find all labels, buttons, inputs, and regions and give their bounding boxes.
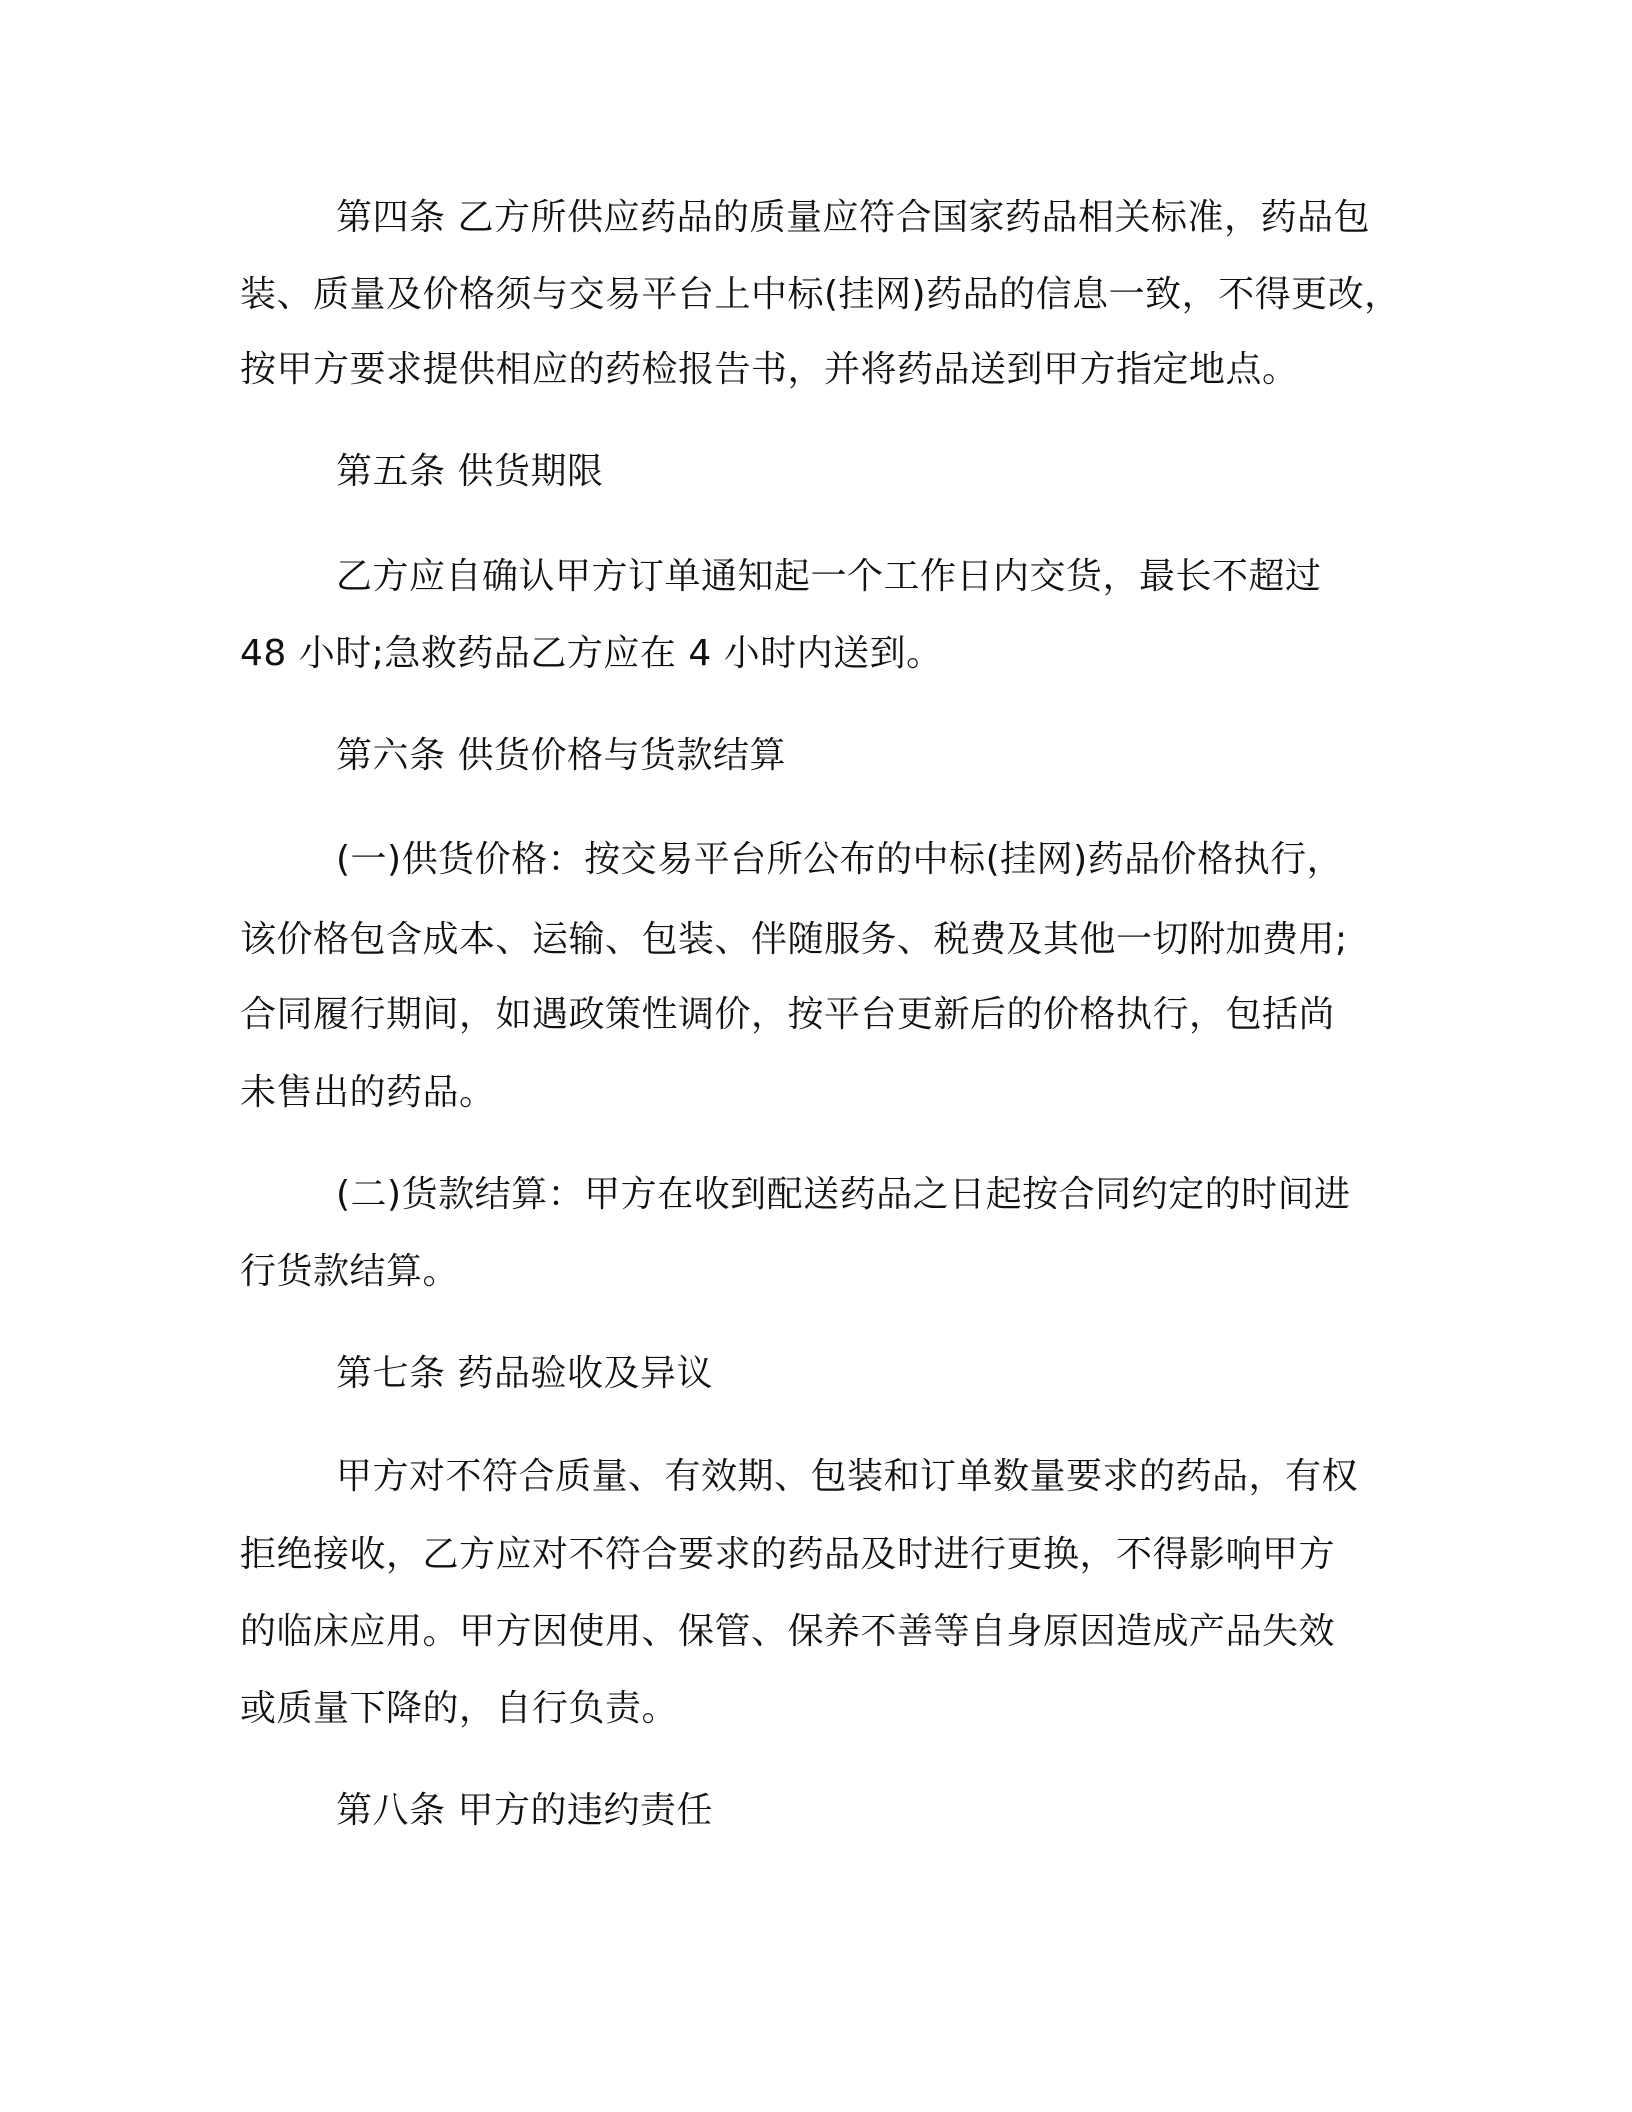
article-7-line-1: 甲方对不符合质量、有效期、包装和订单数量要求的药品，有权 [336, 1456, 1359, 1497]
article-7-line-3: 的临床应用。甲方因使用、保管、保养不善等自身原因造成产品失效 [240, 1611, 1336, 1652]
article-5-heading: 第五条 供货期限 [336, 451, 604, 492]
article-5-line-1: 乙方应自确认甲方订单通知起一个工作日内交货，最长不超过 [336, 556, 1322, 597]
article-6-heading: 第六条 供货价格与货款结算 [336, 735, 786, 776]
article-6-price-line-1: (一)供货价格：按交易平台所公布的中标(挂网)药品价格执行， [336, 839, 1344, 880]
article-7-heading: 第七条 药品验收及异议 [336, 1353, 713, 1394]
article-7-line-2: 拒绝接收，乙方应对不符合要求的药品及时进行更换，不得影响甲方 [240, 1534, 1336, 1575]
article-6-settlement-line-1: (二)货款结算：甲方在收到配送药品之日起按合同约定的时间进 [336, 1174, 1351, 1215]
article-6-price-line-3: 合同履行期间，如遇政策性调价，按平台更新后的价格执行，包括尚 [240, 994, 1336, 1035]
article-8-heading: 第八条 甲方的违约责任 [336, 1790, 713, 1831]
article-6-settlement-line-2: 行货款结算。 [240, 1251, 460, 1292]
article-6-price-line-4: 未售出的药品。 [240, 1072, 496, 1113]
article-4-line-1: 第四条 乙方所供应药品的质量应符合国家药品相关标准，药品包 [336, 197, 1370, 238]
article-6-price-line-2: 该价格包含成本、运输、包装、伴随服务、税费及其他一切附加费用; [240, 919, 1348, 960]
article-5-line-2: 48 小时;急救药品乙方应在 4 小时内送到。 [240, 633, 943, 674]
article-4-line-2: 装、质量及价格须与交易平台上中标(挂网)药品的信息一致，不得更改， [240, 274, 1401, 315]
article-4-line-3: 按甲方要求提供相应的药检报告书，并将药品送到甲方指定地点。 [240, 349, 1299, 390]
article-7-line-4: 或质量下降的，自行负责。 [240, 1688, 679, 1729]
